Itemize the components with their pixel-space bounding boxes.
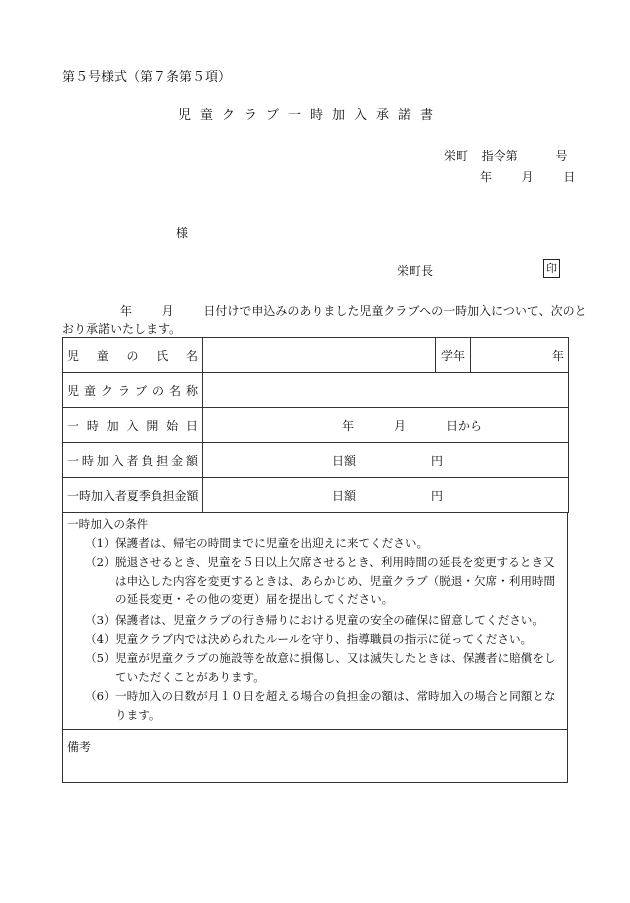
- child-name-field[interactable]: [203, 338, 436, 373]
- fee-yen: 円: [431, 453, 444, 468]
- condition-number: （2）: [85, 555, 116, 569]
- intro-month: 月: [161, 304, 174, 318]
- issue-date: [480, 168, 575, 185]
- condition-item: [85, 649, 563, 686]
- issuer-line: [444, 147, 567, 164]
- remarks-label: 備考: [67, 740, 92, 754]
- condition-item: [85, 553, 563, 609]
- condition-text: 児童クラブ内では決められたルールを守り、指導職員の指示に従ってください。: [115, 632, 533, 646]
- condition-number: （1）: [85, 536, 116, 550]
- condition-text: 一時加入の日数が月１０日を超える場合の負担金の額は、常時加入の場合と同額となります。: [115, 689, 556, 722]
- condition-number: （3）: [85, 613, 116, 627]
- intro-line-2: おり承諾いたします。: [62, 322, 182, 336]
- condition-text: 保護者は、児童クラブの行き帰りにおける児童の安全の確保に留意してください。: [115, 613, 544, 627]
- condition-text: 児童が児童クラブの施設等を故意に損傷し、又は滅失したときは、保護者に賠償をしていただくことがあります。: [115, 651, 556, 684]
- start-day-from: 日から: [446, 418, 483, 433]
- condition-item: [85, 534, 563, 553]
- grade-label: 学年: [436, 338, 471, 373]
- intro-year: 年: [120, 304, 133, 318]
- club-name-field[interactable]: [203, 373, 569, 408]
- mayor-title: 栄町長: [397, 264, 434, 278]
- condition-number: （4）: [85, 632, 116, 646]
- condition-text: 脱退させるとき、児童を５日以上欠席させるとき、利用時間の延長を変更するとき又は申込した内容を変更するときは、あらかじめ、児童クラブ（脱退・欠席・利用時間の延長変更・その他の変更）届を提出してください。: [115, 555, 556, 607]
- date-day: 日: [563, 170, 576, 184]
- issuer-designation: 指令第: [481, 149, 518, 163]
- condition-item: [85, 630, 563, 649]
- recipient-honorific: 様: [176, 226, 189, 240]
- issuer-prefix: 栄町: [444, 149, 469, 163]
- summer-fee-field[interactable]: [203, 478, 569, 513]
- conditions-section: [62, 512, 568, 730]
- start-year: 年: [342, 418, 355, 433]
- start-month: 月: [394, 418, 407, 433]
- summer-fee-yen: 円: [431, 488, 444, 503]
- form-number: 第５号様式（第７条第５項）: [62, 70, 232, 85]
- child-name-label: 児童の氏名: [63, 338, 203, 373]
- start-date-field[interactable]: [203, 408, 569, 443]
- condition-number: （6）: [85, 689, 116, 703]
- grade-field[interactable]: 年: [471, 338, 569, 373]
- table-row: [63, 443, 569, 478]
- condition-text: 保護者は、帰宅の時間までに児童を出迎えに来てください。: [115, 536, 429, 550]
- condition-number: （5）: [85, 651, 116, 665]
- date-year: 年: [480, 170, 493, 184]
- fee-daily: 日額: [332, 453, 357, 468]
- condition-item: [85, 611, 563, 630]
- details-table: [62, 337, 569, 513]
- date-month: 月: [521, 170, 534, 184]
- conditions-title: 一時加入の条件: [67, 517, 149, 531]
- summer-fee-daily: 日額: [332, 488, 357, 503]
- fee-field[interactable]: [203, 443, 569, 478]
- fee-label: 一時加入者負担金額: [63, 443, 203, 478]
- table-row: [63, 478, 569, 513]
- table-row: [63, 373, 569, 408]
- seal-mark: 印: [543, 259, 560, 278]
- document-title: 児童クラブ一時加入承諾書: [178, 108, 443, 123]
- table-row: [63, 338, 569, 373]
- intro-text-1: 日付けで申込みのありました児童クラブへの一時加入について、次のと: [203, 304, 587, 318]
- club-name-label: 児童クラブの名称: [63, 373, 203, 408]
- condition-item: [85, 687, 563, 724]
- start-date-label: 一時加入開始日: [63, 408, 203, 443]
- summer-fee-label: 一時加入者夏季負担金額: [63, 478, 203, 513]
- remarks-section[interactable]: [62, 729, 568, 783]
- table-row: [63, 408, 569, 443]
- issuer-number-suffix: 号: [555, 149, 568, 163]
- intro-line-1: [120, 302, 587, 319]
